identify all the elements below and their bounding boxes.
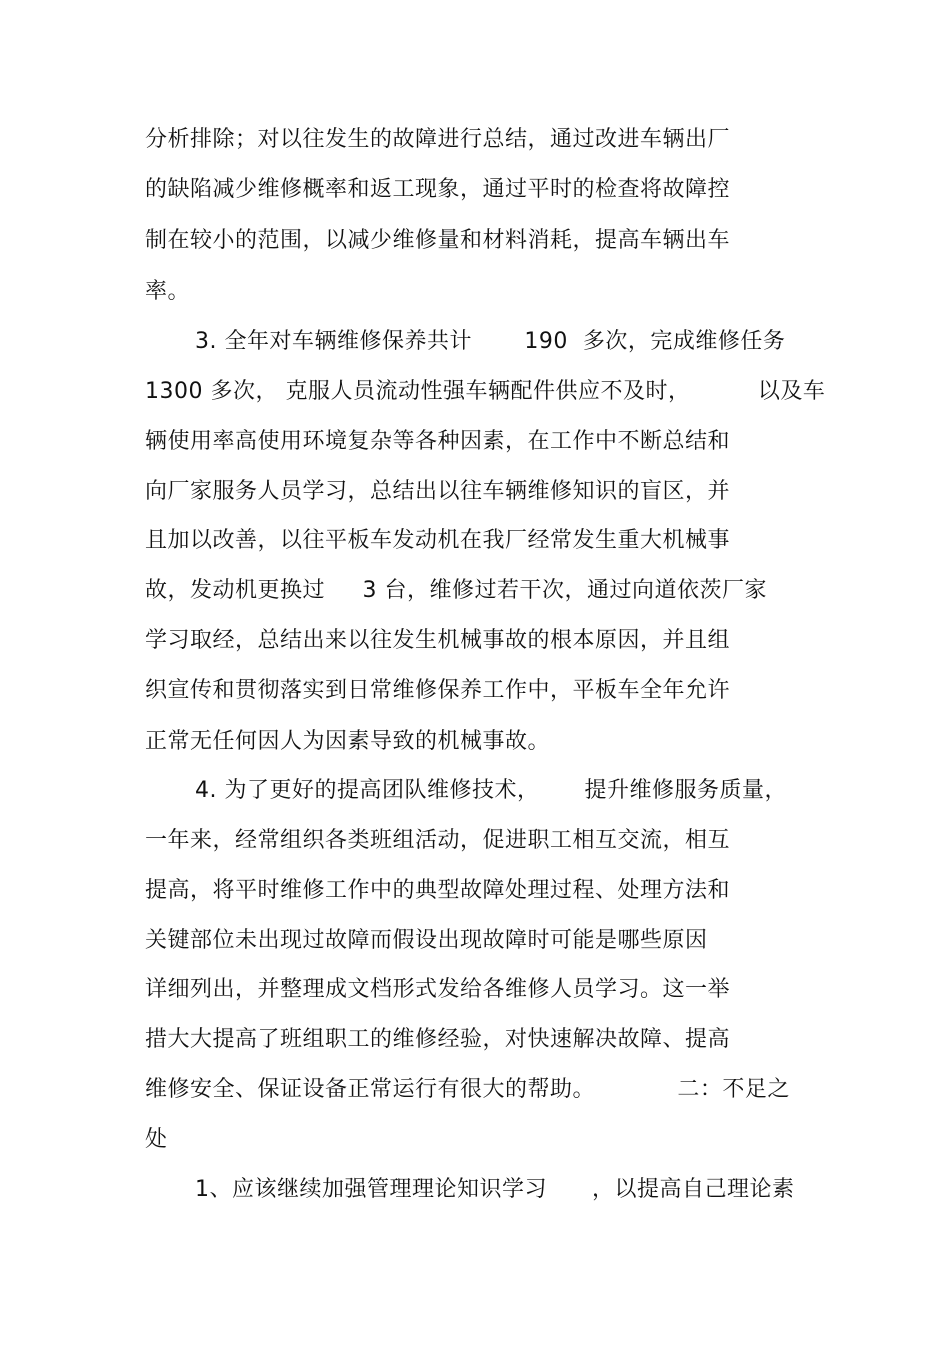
text-line: 学习取经，总结出来以往发生机械事故的根本原因，并且组 [145,628,731,653]
text-line: 措大大提高了班组职工的维修经验，对快速解决故障、提高 [145,1027,731,1052]
text-line: 维修安全、保证设备正常运行有很大的帮助。 二：不足之 [145,1077,790,1102]
text-line: 织宣传和贯彻落实到日常维修保养工作中，平板车全年允许 [145,678,731,703]
text-line: 3. 全年对车辆维修保养共计 190 多次，完成维修任务 [195,329,786,354]
text-line: 详细列出，并整理成文档形式发给各维修人员学习。这一举 [145,977,731,1002]
text-line: 处 [145,1127,168,1152]
text-line: 1300 多次， 克服人员流动性强车辆配件供应不及时， 以及车 [145,379,826,404]
text-line: 制在较小的范围，以减少维修量和材料消耗，提高车辆出车 [145,228,731,253]
text-line: 故，发动机更换过 3 台，维修过若干次，通过向道依茨厂家 [145,578,767,603]
text-line: 且加以改善，以往平板车发动机在我厂经常发生重大机械事 [145,528,731,553]
text-line: 4. 为了更好的提高团队维修技术， 提升维修服务质量， [195,778,787,803]
text-line: 1、应该继续加强管理理论知识学习 ，以提高自己理论素 [195,1177,795,1202]
text-line: 辆使用率高使用环境复杂等各种因素，在工作中不断总结和 [145,429,731,454]
text-line: 的缺陷减少维修概率和返工现象，通过平时的检查将故障控 [145,177,731,202]
text-line: 正常无任何因人为因素导致的机械事故。 [145,729,551,754]
text-line: 率。 [145,279,191,304]
text-line: 分析排除；对以往发生的故障进行总结，通过改进车辆出厂 [145,127,731,152]
text-line: 向厂家服务人员学习，总结出以往车辆维修知识的盲区，并 [145,479,731,504]
text-line: 关键部位未出现过故障而假设出现故障时可能是哪些原因 [145,928,708,953]
text-line: 一年来，经常组织各类班组活动，促进职工相互交流，相互 [145,828,731,853]
text-line: 提高，将平时维修工作中的典型故障处理过程、处理方法和 [145,878,731,903]
